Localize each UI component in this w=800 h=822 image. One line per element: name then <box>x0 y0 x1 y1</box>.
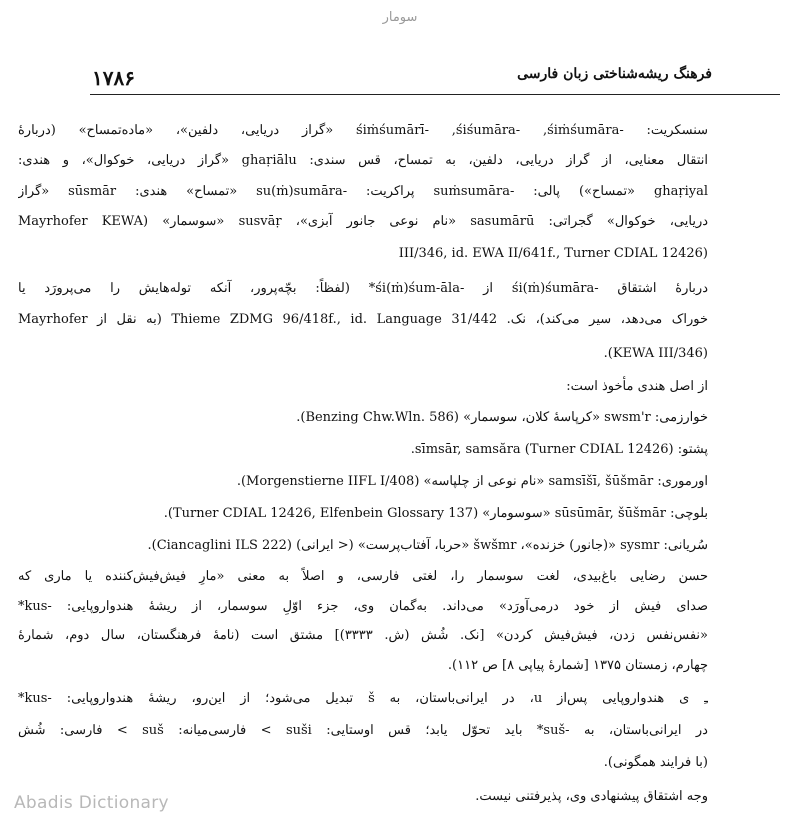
text-line: اورموری: samsīšī, šūšmār «نام نوعی از چلپاسه» (Morgenstierne IIFL I/408). <box>236 474 708 489</box>
text-line: (III/346, id. EWA II/641f., Turner CDIAL 12426 <box>398 246 708 261</box>
header-rule <box>90 94 780 95</box>
text-line: دریایی، خوکوال» گجراتی: sasumārū «نام نوعی جانور آبزی»، susvāṛ «سوسمار» (Mayrhofer KEWA <box>18 214 708 229</box>
text-line: «نفس‌نفس زدن، فیش‌فیش کردن» [نک. شُش (ش. ۳۳۳۳)] مشتق است (نامهٔ فرهنگستان، سال دوم، شمارهٔ <box>18 628 708 643</box>
text-line: خوراک می‌دهد، سیر می‌کند)، نک. Thieme ZDMG 96/418f., id. Language 31/442 (به نقل از Mayrhofer <box>18 312 708 327</box>
text-line: چهارم، زمستان ۱۳۷۵ [شمارهٔ پیاپی ۸] ص ۱۱۲). <box>447 658 708 673</box>
page-number: ۱۷۸۶ <box>92 66 135 90</box>
text-line: وجه اشتقاق پیشنهادی وی، پذیرفتنی نیست. <box>475 789 708 804</box>
text-line: خوارزمی: swsm'r «کرپاسهٔ کلان، سوسمار» (Benzing Chw.Wln. 586). <box>296 410 708 425</box>
page-top-mark: سومار <box>382 10 418 25</box>
text-line: پشتو: sīmsār, samsăra (Turner CDIAL 12426). <box>410 442 708 457</box>
text-line: انتقال معنایی، از گراز دریایی، دلفین، به تمساح، قس سندی: ghaṛiālu «گراز دریایی، خوکوال»، و هندی: <box>18 153 708 168</box>
text-line: صدای فیش از خود درمی‌آورَد» می‌داند. به‌گمان وی، جزء اوّلِ سوسمار، از ریشهٔ هندواروپایی: -kus* <box>18 599 708 614</box>
text-line: سنسکریت: -śiṁśumārī- ,śiśumāra- ,śiṁśumāra «گراز دریایی، دلفین»، «ماده‌تمساح» (دربارهٔ <box>18 123 708 138</box>
text-line: سُریانی: sysmr «(جانور) خزنده»، šwšmr «حربا، آفتاب‌پرست» (< ایرانی) (Ciancaglini ILS 222). <box>147 538 708 553</box>
text-line: در ایرانی‌باستان، به -suš* باید تحوّل یابد؛ قس اوستایی: suši > فارسی‌میانه: suš > فارسی: شُش <box>18 723 708 738</box>
text-line: (KEWA III/346). <box>603 346 708 361</box>
text-line: ghaṛiyal «تمساح») پالی: -suṁsumāra پراکریت: -su(ṁ)sumāra «تمساح» هندی: sūsmār «گراز <box>18 184 708 199</box>
text-line: ـِ ی هندواروپایی پس‌از u، در ایرانی‌باستان، به š تبدیل می‌شود؛ از این‌رو، ریشهٔ هندواروپایی: -kus* <box>18 691 708 706</box>
text-line: (با فرایند همگونی). <box>603 755 708 770</box>
watermark: Abadis Dictionary <box>14 793 169 813</box>
text-line: حسن رضایی باغ‌بیدی، لغت سوسمار را، لغتی فارسی، و اصلاً به معنی «مارِ فیش‌فیش‌کننده یا ماری که <box>18 569 708 584</box>
text-line: از اصل هندی مأخوذ است: <box>566 379 708 394</box>
text-line: بلوچی: sūsūmār, šūšmār «سوسومار» (Turner CDIAL 12426, Elfenbein Glossary 137). <box>163 506 708 521</box>
header-title: فرهنگ ریشه‌شناختی زبان فارسی <box>517 66 712 82</box>
text-line: دربارهٔ اشتقاق -śi(ṁ)śumāra از -śi(ṁ)śum-āla* (لفظاً: بچّه‌پرور، آنکه توله‌هایش را می‌پرورَد یا <box>18 281 708 296</box>
